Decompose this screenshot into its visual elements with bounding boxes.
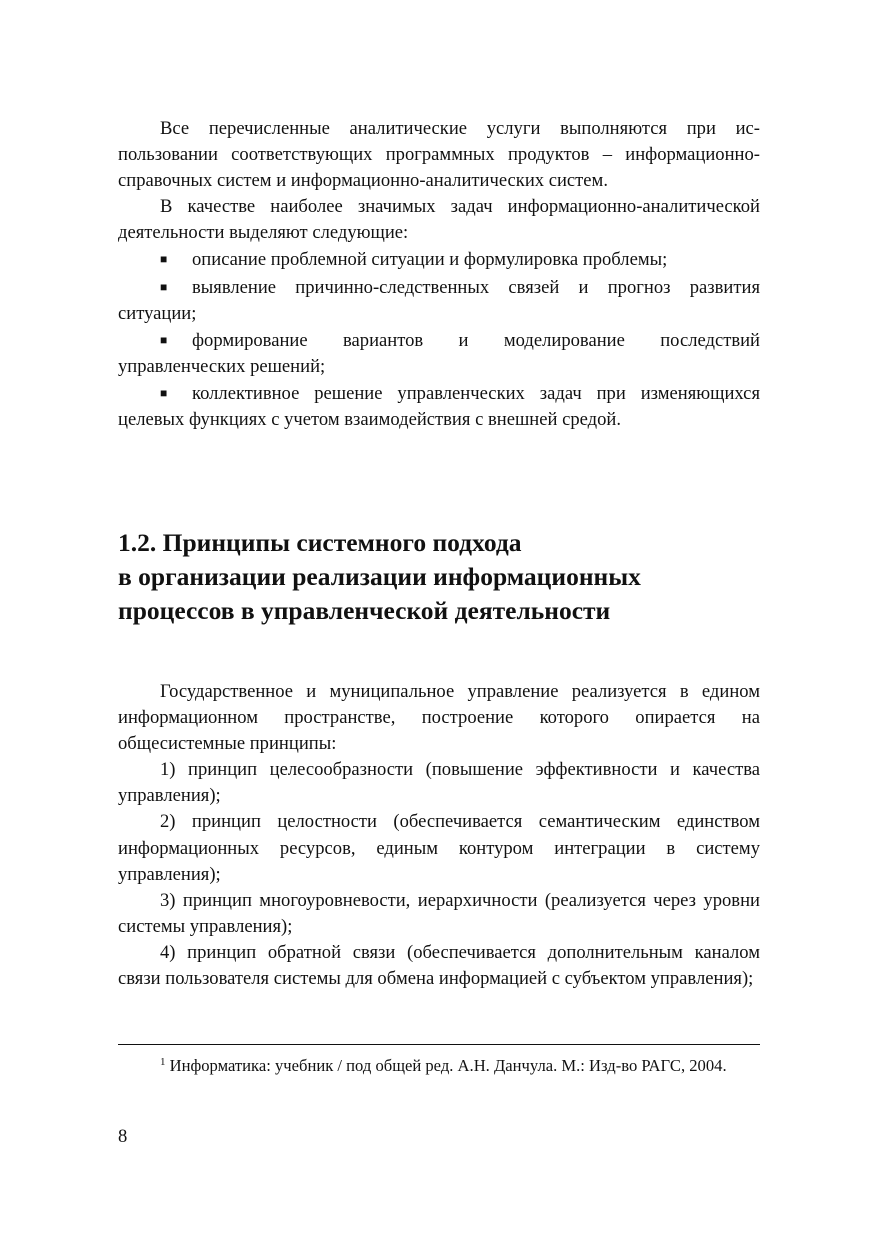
intro-section <box>118 116 760 433</box>
principle-item: 1) принцип целесообразности (повышение эффективности и качества управления); <box>118 759 760 807</box>
principles-section <box>118 679 760 992</box>
bullet-square-icon: ■ <box>160 279 168 294</box>
intro-paragraph-2: В качестве наиболее значимых задач информационно-аналитической деятельности выделяют следующие: <box>118 196 760 244</box>
task-text: формирование вариантов и моделирование последствий управленческих решений; <box>118 329 760 377</box>
section-heading-line-1: 1.2. Принципы системного подхода <box>118 528 522 557</box>
section-heading <box>118 526 760 628</box>
bullet-square-icon: ■ <box>160 385 168 400</box>
task-text: коллективное решение управленческих задач при изменяющихся целевых функциях с учетом взаимодействия с внешней средой. <box>118 382 760 431</box>
section-heading-line-2: в организации реализации информационных <box>118 562 641 591</box>
principles-intro: Государственное и муниципальное управление реализуется в едином информационном пространстве, построение которого опирается на общесистемные принципы: <box>118 681 760 755</box>
principle-item: 3) принцип многоуровневости, иерархичности (реализуется через уровни системы управления); <box>118 889 760 937</box>
footnote <box>118 1053 760 1078</box>
page-number: 8 <box>118 1126 128 1147</box>
task-list-item <box>118 274 760 327</box>
bullet-square-icon: ■ <box>160 332 168 347</box>
task-list-item <box>118 327 760 380</box>
principle-item: 4) принцип обратной связи (обеспечивается дополнительным каналом связи пользователя системы для обмена информацией с субъектом управления); <box>118 941 760 990</box>
intro-paragraph-1: Все перечисленные аналитические услуги выполняются при использовании соответствующих программных продуктов – информационно-справочных систем и информационно-аналитических систем. <box>118 118 760 192</box>
bullet-square-icon: ■ <box>160 252 168 267</box>
task-text: выявление причинно-следственных связей и прогноз развития ситуации; <box>118 276 760 324</box>
task-text: описание проблемной ситуации и формулировка проблемы; <box>192 249 668 271</box>
task-list-item <box>118 380 760 433</box>
footnote-marker: 1 <box>160 1056 166 1068</box>
section-heading-line-3: процессов в управленческой деятельности <box>118 596 611 625</box>
footnote-divider <box>118 1044 760 1045</box>
principle-item: 2) принцип целостности (обеспечивается семантическим единством информационных ресурсов, единым контуром интеграции в систему управления); <box>118 811 760 885</box>
task-list-item <box>118 246 760 273</box>
footnote-text: Информатика: учебник / под общей ред. А.Н. Данчула. М.: Изд-во РАГС, 2004. <box>165 1056 727 1075</box>
